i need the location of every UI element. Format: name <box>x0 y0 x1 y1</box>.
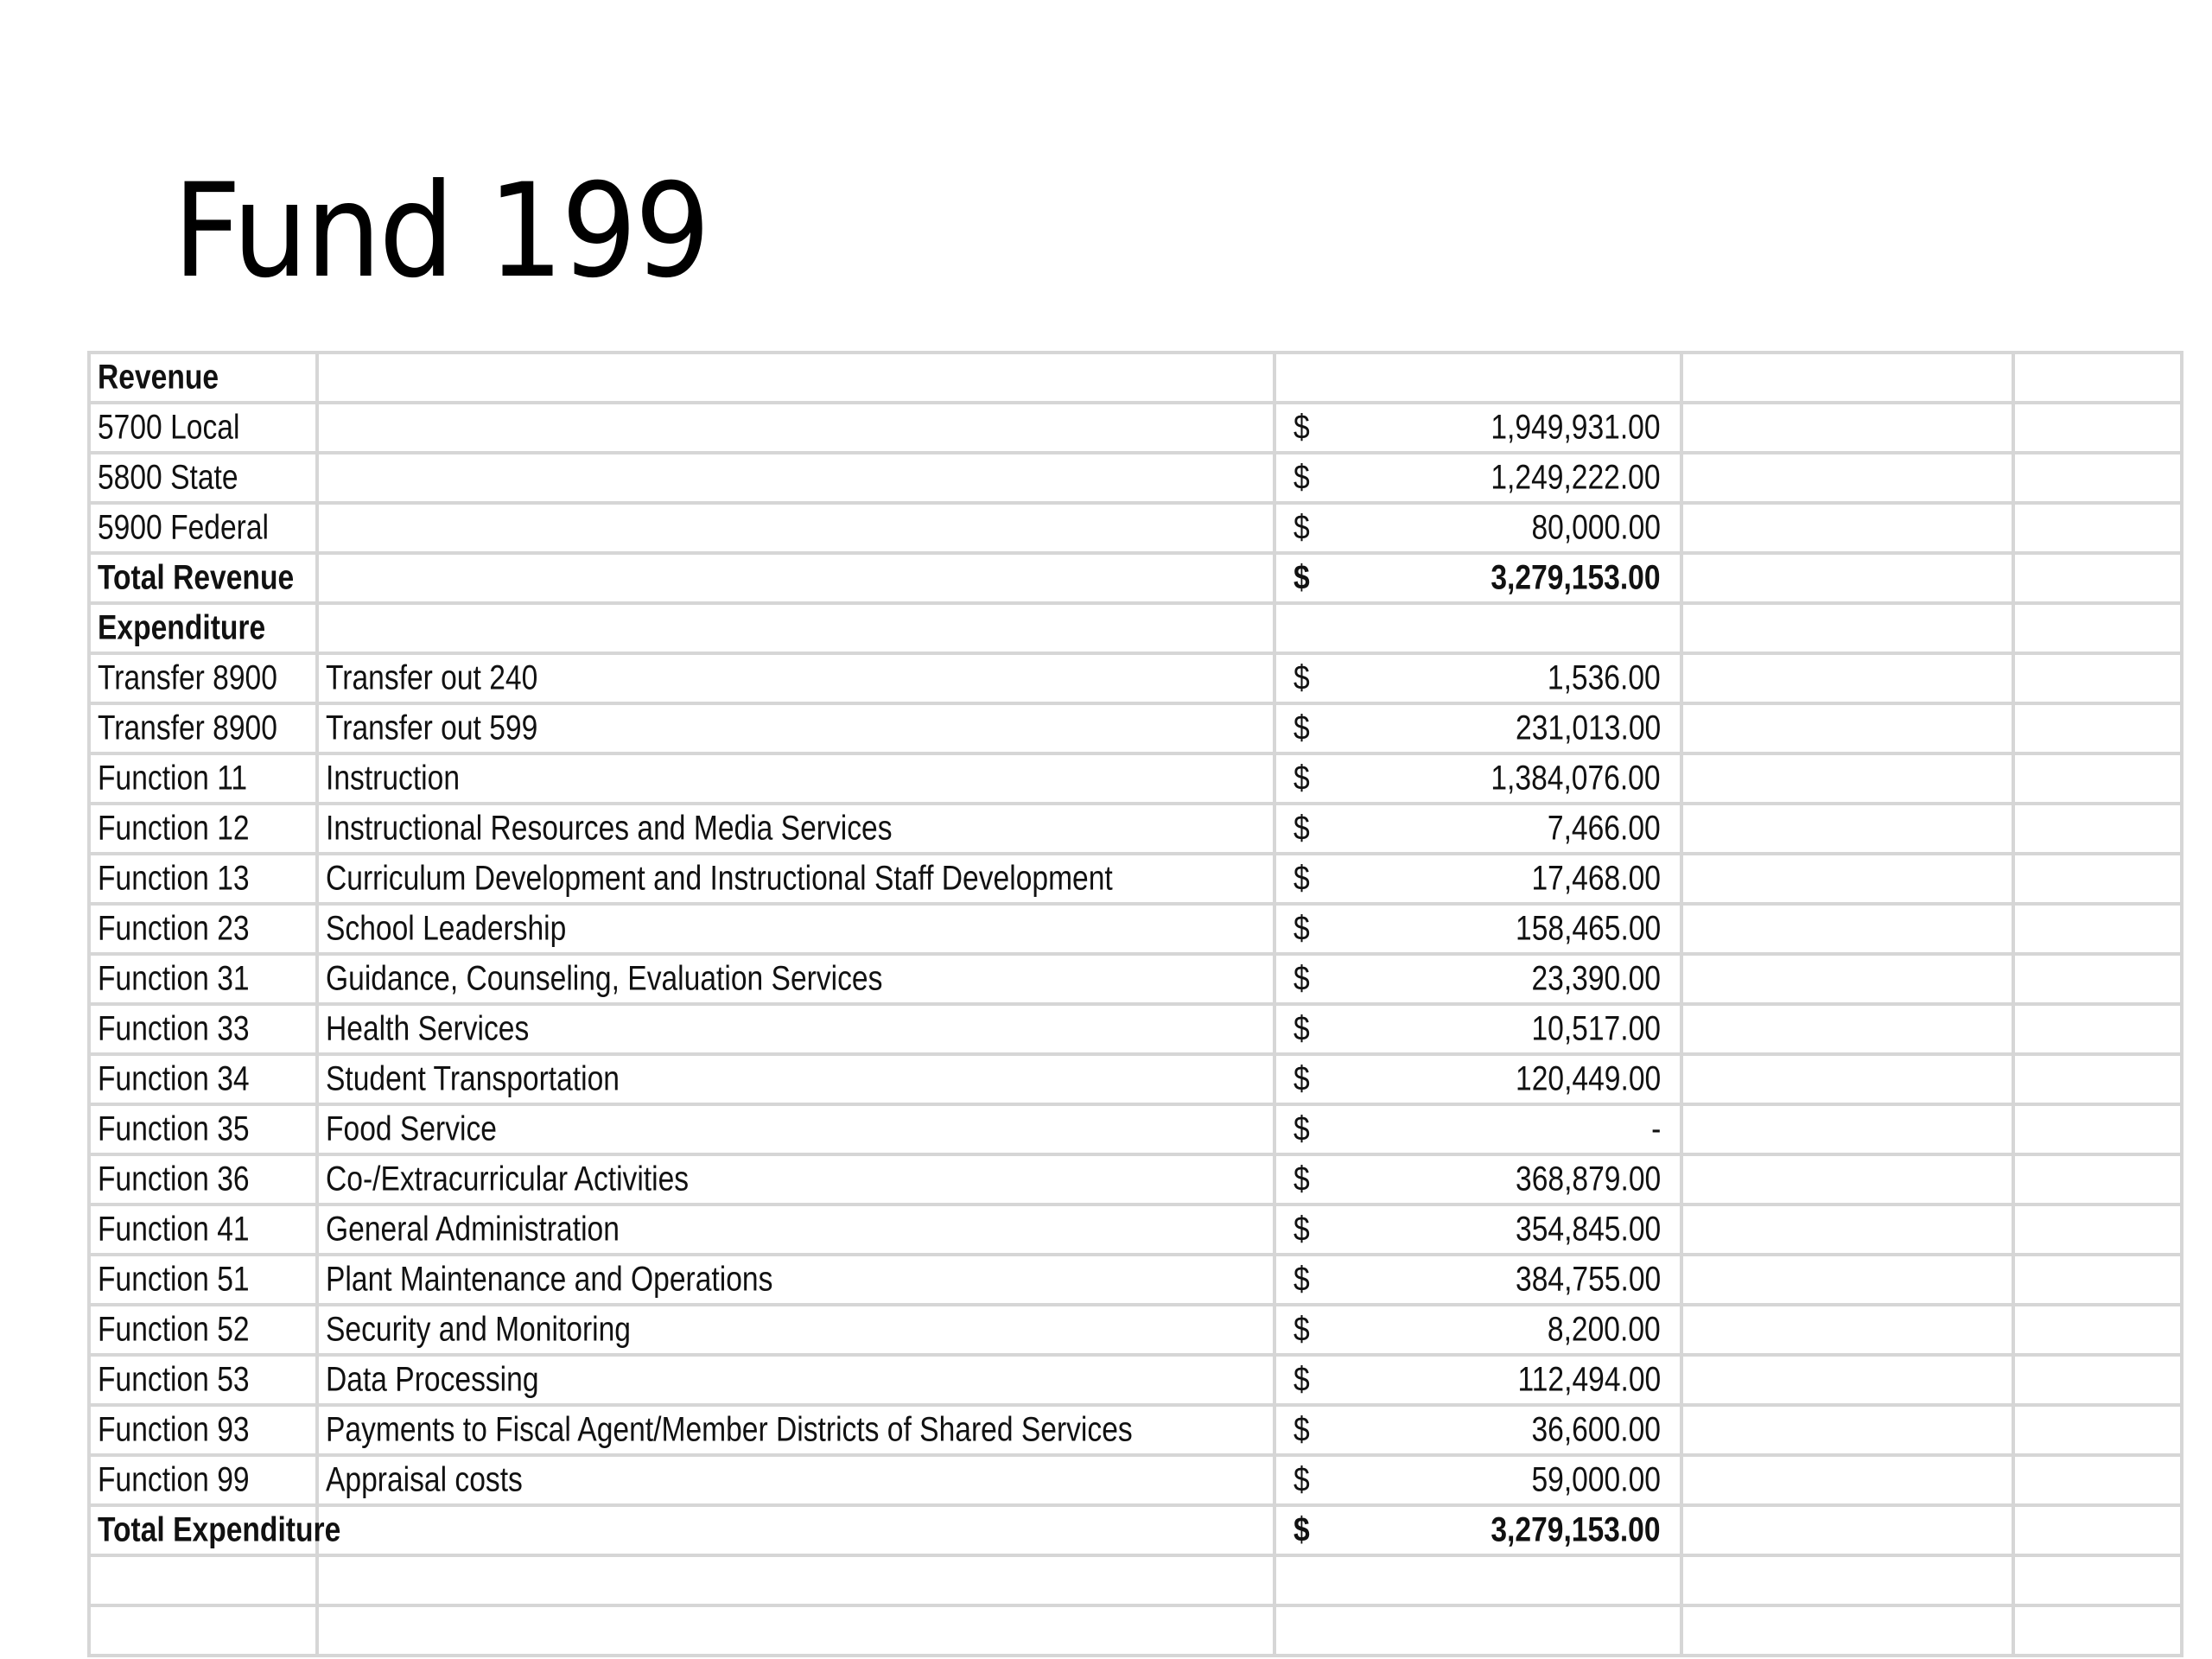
description-text: Transfer out 599 <box>326 709 538 747</box>
code-cell[interactable] <box>89 1004 317 1054</box>
empty-cell[interactable] <box>1681 904 2013 954</box>
currency-symbol: $ <box>1294 558 1310 597</box>
description-cell[interactable] <box>317 553 1274 603</box>
description-cell[interactable] <box>317 1154 1274 1205</box>
code-text: Function 52 <box>98 1310 250 1349</box>
table-row <box>89 854 2182 904</box>
description-cell[interactable] <box>317 1255 1274 1305</box>
code-text: Function 51 <box>98 1260 250 1299</box>
amount-cell[interactable] <box>1274 403 1681 453</box>
description-cell[interactable] <box>317 1455 1274 1505</box>
amount-text: 23,390.00 <box>1531 959 1661 998</box>
code-cell[interactable] <box>89 904 317 954</box>
code-cell[interactable] <box>89 753 317 804</box>
amount-cell[interactable] <box>1274 1205 1681 1255</box>
code-cell[interactable] <box>89 1455 317 1505</box>
table-row <box>89 553 2182 603</box>
amount-cell[interactable] <box>1274 1455 1681 1505</box>
empty-cell[interactable] <box>1681 453 2013 503</box>
empty-cell[interactable] <box>1681 603 2013 653</box>
code-text: Function 31 <box>98 959 250 998</box>
amount-text: 3,279,153.00 <box>1491 558 1661 597</box>
empty-cell[interactable] <box>2013 703 2182 753</box>
code-cell[interactable] <box>89 804 317 854</box>
table-row <box>89 1054 2182 1104</box>
code-text: Function 13 <box>98 859 250 898</box>
amount-text: 8,200.00 <box>1548 1310 1661 1349</box>
code-text: Function 12 <box>98 809 250 848</box>
table-row <box>89 1154 2182 1205</box>
amount-cell[interactable] <box>1274 1004 1681 1054</box>
description-cell[interactable] <box>317 503 1274 553</box>
amount-cell[interactable] <box>1274 603 1681 653</box>
description-text: Instructional Resources and Media Services <box>326 809 893 848</box>
amount-cell[interactable] <box>1274 1305 1681 1355</box>
description-text: Data Processing <box>326 1360 539 1399</box>
description-text: General Administration <box>326 1210 620 1249</box>
empty-cell[interactable] <box>2013 653 2182 703</box>
code-text: Total Revenue <box>98 558 295 597</box>
description-cell[interactable] <box>317 403 1274 453</box>
description-cell[interactable] <box>317 1555 1274 1605</box>
code-cell[interactable] <box>89 553 317 603</box>
empty-cell[interactable] <box>2013 553 2182 603</box>
fund-table <box>87 351 2183 1657</box>
page-title: Fund 199 <box>173 156 709 307</box>
amount-text: - <box>1650 1109 1661 1148</box>
currency-symbol: $ <box>1294 1109 1310 1148</box>
currency-symbol: $ <box>1294 1460 1310 1499</box>
description-text: Payments to Fiscal Agent/Member Districts of Shared Services <box>326 1410 1133 1449</box>
empty-cell[interactable] <box>2013 1004 2182 1054</box>
amount-text: 120,449.00 <box>1515 1059 1661 1098</box>
description-text: Plant Maintenance and Operations <box>326 1260 773 1299</box>
description-cell[interactable] <box>317 1405 1274 1455</box>
code-text: 5700 Local <box>98 408 240 447</box>
empty-cell[interactable] <box>2013 1205 2182 1255</box>
currency-symbol: $ <box>1294 1160 1310 1198</box>
description-text: Instruction <box>326 759 461 798</box>
empty-cell[interactable] <box>1681 1505 2013 1555</box>
amount-cell[interactable] <box>1274 954 1681 1004</box>
empty-cell[interactable] <box>1681 1455 2013 1505</box>
description-cell[interactable] <box>317 1355 1274 1405</box>
table-row <box>89 1505 2182 1555</box>
code-cell[interactable] <box>89 653 317 703</box>
code-cell[interactable] <box>89 1355 317 1405</box>
amount-cell[interactable] <box>1274 1555 1681 1605</box>
code-text: Function 11 <box>98 759 248 798</box>
table-row <box>89 403 2182 453</box>
code-cell[interactable] <box>89 1054 317 1104</box>
amount-cell[interactable] <box>1274 1605 1681 1656</box>
currency-symbol: $ <box>1294 1059 1310 1098</box>
code-text: Revenue <box>98 358 219 397</box>
amount-cell[interactable] <box>1274 1505 1681 1555</box>
amount-cell[interactable] <box>1274 353 1681 403</box>
code-text: Function 33 <box>98 1009 250 1048</box>
code-cell[interactable] <box>89 503 317 553</box>
empty-cell[interactable] <box>1681 1154 2013 1205</box>
amount-cell[interactable] <box>1274 653 1681 703</box>
amount-text: 10,517.00 <box>1531 1009 1661 1048</box>
code-text: Function 53 <box>98 1360 250 1399</box>
description-text: Transfer out 240 <box>326 658 538 697</box>
table-row <box>89 503 2182 553</box>
empty-cell[interactable] <box>1681 353 2013 403</box>
description-cell[interactable] <box>317 1004 1274 1054</box>
amount-text: 36,600.00 <box>1531 1410 1661 1449</box>
code-cell[interactable] <box>89 854 317 904</box>
empty-cell[interactable] <box>2013 353 2182 403</box>
amount-cell[interactable] <box>1274 1054 1681 1104</box>
empty-cell[interactable] <box>2013 753 2182 804</box>
amount-cell[interactable] <box>1274 1255 1681 1305</box>
code-cell[interactable] <box>89 403 317 453</box>
amount-text: 7,466.00 <box>1548 809 1661 848</box>
description-text: Food Service <box>326 1109 497 1148</box>
currency-symbol: $ <box>1294 1310 1310 1349</box>
currency-symbol: $ <box>1294 1360 1310 1399</box>
table-row <box>89 1205 2182 1255</box>
code-cell[interactable] <box>89 603 317 653</box>
currency-symbol: $ <box>1294 959 1310 998</box>
code-cell[interactable] <box>89 1305 317 1355</box>
description-text: Co-/Extracurricular Activities <box>326 1160 690 1198</box>
currency-symbol: $ <box>1294 508 1310 547</box>
description-cell[interactable] <box>317 453 1274 503</box>
table-row <box>89 1305 2182 1355</box>
empty-cell[interactable] <box>2013 453 2182 503</box>
empty-cell[interactable] <box>2013 954 2182 1004</box>
code-text: Total Expenditure <box>98 1510 341 1549</box>
empty-cell[interactable] <box>1681 1305 2013 1355</box>
currency-symbol: $ <box>1294 658 1310 697</box>
code-text: Transfer 8900 <box>98 658 277 697</box>
code-cell[interactable] <box>89 954 317 1004</box>
amount-text: 1,384,076.00 <box>1491 759 1661 798</box>
empty-cell[interactable] <box>1681 1004 2013 1054</box>
empty-cell[interactable] <box>1681 703 2013 753</box>
empty-cell[interactable] <box>2013 1405 2182 1455</box>
amount-text: 17,468.00 <box>1531 859 1661 898</box>
empty-cell[interactable] <box>1681 804 2013 854</box>
amount-text: 158,465.00 <box>1515 909 1661 948</box>
empty-cell[interactable] <box>1681 854 2013 904</box>
currency-symbol: $ <box>1294 1210 1310 1249</box>
amount-cell[interactable] <box>1274 753 1681 804</box>
table-row <box>89 954 2182 1004</box>
amount-cell[interactable] <box>1274 904 1681 954</box>
table-row <box>89 1104 2182 1154</box>
code-cell[interactable] <box>89 1104 317 1154</box>
currency-symbol: $ <box>1294 709 1310 747</box>
code-cell[interactable] <box>89 353 317 403</box>
empty-cell[interactable] <box>2013 1355 2182 1405</box>
description-cell[interactable] <box>317 854 1274 904</box>
amount-cell[interactable] <box>1274 503 1681 553</box>
currency-symbol: $ <box>1294 458 1310 497</box>
description-cell[interactable] <box>317 954 1274 1004</box>
amount-cell[interactable] <box>1274 1405 1681 1455</box>
code-cell[interactable] <box>89 1555 317 1605</box>
code-text: Function 41 <box>98 1210 250 1249</box>
table-row <box>89 703 2182 753</box>
description-cell[interactable] <box>317 1205 1274 1255</box>
table-row <box>89 1405 2182 1455</box>
amount-text: 1,536.00 <box>1548 658 1661 697</box>
empty-cell[interactable] <box>1681 1555 2013 1605</box>
empty-cell[interactable] <box>2013 1455 2182 1505</box>
description-cell[interactable] <box>317 804 1274 854</box>
description-cell[interactable] <box>317 1605 1274 1656</box>
empty-cell[interactable] <box>1681 1605 2013 1656</box>
currency-symbol: $ <box>1294 1009 1310 1048</box>
empty-cell[interactable] <box>1681 753 2013 804</box>
table-row <box>89 804 2182 854</box>
table-row <box>89 453 2182 503</box>
empty-cell[interactable] <box>2013 854 2182 904</box>
description-text: Curriculum Development and Instructional Staff Development <box>326 859 1113 898</box>
currency-symbol: $ <box>1294 859 1310 898</box>
empty-cell[interactable] <box>2013 1305 2182 1355</box>
empty-cell[interactable] <box>1681 553 2013 603</box>
currency-symbol: $ <box>1294 1410 1310 1449</box>
amount-cell[interactable] <box>1274 453 1681 503</box>
amount-cell[interactable] <box>1274 703 1681 753</box>
empty-cell[interactable] <box>2013 1505 2182 1555</box>
empty-cell[interactable] <box>2013 503 2182 553</box>
amount-text: 3,279,153.00 <box>1491 1510 1661 1549</box>
empty-cell[interactable] <box>2013 403 2182 453</box>
code-cell[interactable] <box>89 703 317 753</box>
code-text: Transfer 8900 <box>98 709 277 747</box>
currency-symbol: $ <box>1294 408 1310 447</box>
amount-cell[interactable] <box>1274 553 1681 603</box>
code-cell[interactable] <box>89 1205 317 1255</box>
description-text: School Leadership <box>326 909 567 948</box>
amount-text: 80,000.00 <box>1531 508 1661 547</box>
empty-cell[interactable] <box>1681 1405 2013 1455</box>
empty-cell[interactable] <box>1681 653 2013 703</box>
description-cell[interactable] <box>317 653 1274 703</box>
code-cell[interactable] <box>89 1154 317 1205</box>
empty-cell[interactable] <box>1681 1255 2013 1305</box>
empty-cell[interactable] <box>2013 904 2182 954</box>
table-row <box>89 653 2182 703</box>
empty-cell[interactable] <box>2013 603 2182 653</box>
code-cell[interactable] <box>89 1405 317 1455</box>
amount-text: 1,949,931.00 <box>1491 408 1661 447</box>
description-cell[interactable] <box>317 904 1274 954</box>
amount-cell[interactable] <box>1274 804 1681 854</box>
table-row <box>89 1455 2182 1505</box>
description-cell[interactable] <box>317 703 1274 753</box>
table-row <box>89 1555 2182 1605</box>
table-row <box>89 603 2182 653</box>
amount-cell[interactable] <box>1274 1104 1681 1154</box>
code-cell[interactable] <box>89 1605 317 1656</box>
empty-cell[interactable] <box>1681 1205 2013 1255</box>
amount-text: 368,879.00 <box>1515 1160 1661 1198</box>
empty-cell[interactable] <box>1681 954 2013 1004</box>
table-row <box>89 1255 2182 1305</box>
empty-cell[interactable] <box>2013 1154 2182 1205</box>
table-row <box>89 753 2182 804</box>
empty-cell[interactable] <box>2013 1054 2182 1104</box>
table-row <box>89 904 2182 954</box>
description-cell[interactable] <box>317 353 1274 403</box>
amount-text: 354,845.00 <box>1515 1210 1661 1249</box>
amount-cell[interactable] <box>1274 854 1681 904</box>
amount-text: 231,013.00 <box>1515 709 1661 747</box>
description-cell[interactable] <box>317 1305 1274 1355</box>
amount-cell[interactable] <box>1274 1154 1681 1205</box>
table-row <box>89 1004 2182 1054</box>
description-text: Guidance, Counseling, Evaluation Services <box>326 959 883 998</box>
table-row <box>89 1605 2182 1656</box>
description-text: Security and Monitoring <box>326 1310 631 1349</box>
code-text: Expenditure <box>98 608 266 647</box>
code-text: Function 93 <box>98 1410 250 1449</box>
table-row <box>89 353 2182 403</box>
empty-cell[interactable] <box>1681 1054 2013 1104</box>
code-cell[interactable] <box>89 1255 317 1305</box>
empty-cell[interactable] <box>1681 1104 2013 1154</box>
currency-symbol: $ <box>1294 909 1310 948</box>
amount-cell[interactable] <box>1274 1355 1681 1405</box>
code-text: Function 23 <box>98 909 250 948</box>
empty-cell[interactable] <box>2013 1555 2182 1605</box>
description-cell[interactable] <box>317 1505 1274 1555</box>
code-text: 5900 Federal <box>98 508 270 547</box>
code-text: Function 36 <box>98 1160 250 1198</box>
currency-symbol: $ <box>1294 1510 1310 1549</box>
description-cell[interactable] <box>317 603 1274 653</box>
empty-cell[interactable] <box>2013 804 2182 854</box>
description-text: Health Services <box>326 1009 530 1048</box>
amount-text: 112,494.00 <box>1517 1360 1661 1399</box>
code-cell[interactable] <box>89 453 317 503</box>
description-text: Student Transportation <box>326 1059 620 1098</box>
empty-cell[interactable] <box>1681 403 2013 453</box>
code-text: Function 35 <box>98 1109 250 1148</box>
amount-text: 384,755.00 <box>1515 1260 1661 1299</box>
empty-cell[interactable] <box>1681 503 2013 553</box>
description-cell[interactable] <box>317 1104 1274 1154</box>
empty-cell[interactable] <box>2013 1605 2182 1656</box>
empty-cell[interactable] <box>2013 1104 2182 1154</box>
code-text: Function 34 <box>98 1059 250 1098</box>
currency-symbol: $ <box>1294 809 1310 848</box>
code-text: Function 99 <box>98 1460 250 1499</box>
description-cell[interactable] <box>317 753 1274 804</box>
empty-cell[interactable] <box>1681 1355 2013 1405</box>
amount-text: 59,000.00 <box>1531 1460 1661 1499</box>
description-cell[interactable] <box>317 1054 1274 1104</box>
code-cell[interactable] <box>89 1505 341 1555</box>
empty-cell[interactable] <box>2013 1255 2182 1305</box>
amount-text: 1,249,222.00 <box>1491 458 1661 497</box>
table-row <box>89 1355 2182 1405</box>
currency-symbol: $ <box>1294 759 1310 798</box>
currency-symbol: $ <box>1294 1260 1310 1299</box>
description-text: Appraisal costs <box>326 1460 523 1499</box>
code-text: 5800 State <box>98 458 238 497</box>
